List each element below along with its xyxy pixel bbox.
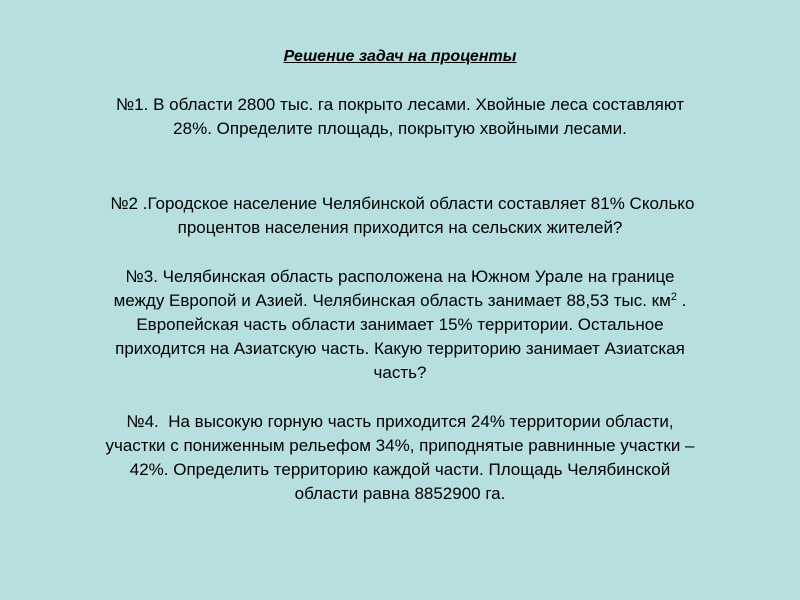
task-3-line-2-end: . [676, 291, 687, 310]
task-3-line-2-text: между Европой и Азией. Челябинская область занимает 88,53 тыс. км [113, 291, 671, 310]
task-4-line-2: участки с пониженным рельефом 34%, приподнятые равнинные участки – [105, 436, 695, 455]
task-4-line-1: №4. На высокую горную часть приходится 24% территории области, [126, 412, 674, 431]
task-4-line-3: 42%. Определить территорию каждой части. Площадь Челябинской [129, 460, 671, 479]
slide-title: Решение задач на проценты [283, 48, 517, 65]
km-superscript: 2 [670, 291, 677, 303]
task-1-line-1: №1. В области 2800 тыс. га покрыто лесами. Хвойные леса составляют [115, 95, 685, 114]
task-2-line-1: №2 .Городское население Челябинской области составляет 81% Сколько [105, 194, 695, 213]
task-3-line-2 [40, 289, 760, 313]
task-2-line-2: процентов населения приходится на сельских жителей? [177, 218, 623, 237]
task-3 [40, 265, 760, 385]
task-1 [40, 93, 760, 141]
task-2 [40, 192, 760, 240]
task-4 [40, 410, 760, 506]
task-3-line-5: часть? [373, 363, 427, 382]
task-1-line-2: 28%. Определите площадь, покрытую хвойными лесами. [173, 119, 627, 138]
task-3-line-4: приходится на Азиатскую часть. Какую территорию занимает Азиатская [115, 339, 685, 358]
task-3-line-3: Европейская часть области занимает 15% территории. Остальное [136, 315, 664, 334]
task-4-line-4: области равна 8852900 га. [294, 484, 506, 503]
task-3-line-1: №3. Челябинская область расположена на Южном Урале на границе [125, 267, 675, 286]
